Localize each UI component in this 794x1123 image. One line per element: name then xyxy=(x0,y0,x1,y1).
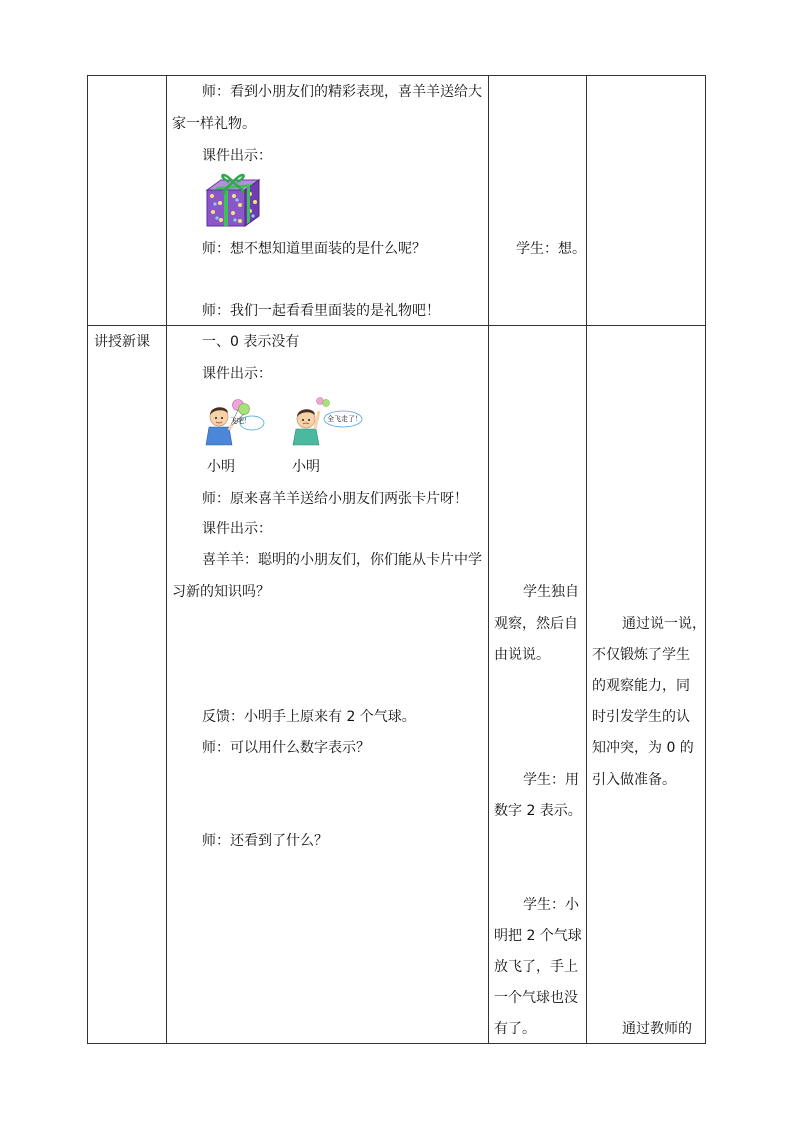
student-line: 数字 2 表示。 xyxy=(494,803,582,819)
teacher-line: 师：我们一起看看里面装的是礼物吧！ xyxy=(202,303,440,319)
teacher-line: 家一样礼物。 xyxy=(172,116,256,132)
student-line: 有了。 xyxy=(494,1021,536,1037)
card-caption: 小明 xyxy=(207,459,235,475)
student-response: 学生：想。 xyxy=(516,241,586,257)
teacher-line: 师：还看到了什么？ xyxy=(202,833,328,849)
speech-bubble-text: 全飞走了！ xyxy=(327,415,362,423)
table-border-top xyxy=(87,75,706,76)
intent-line: 通过教师的 xyxy=(622,1021,692,1037)
column-divider-2 xyxy=(488,75,489,1044)
intent-line: 时引发学生的认 xyxy=(592,709,690,725)
section-heading: 一、0 表示没有 xyxy=(202,334,300,350)
card-image-boy-waving xyxy=(291,397,363,449)
teacher-line: 课件出示： xyxy=(202,521,272,537)
lesson-table xyxy=(87,75,706,1044)
student-line: 学生：小 xyxy=(523,897,579,913)
teacher-line: 习新的知识吗？ xyxy=(172,584,270,600)
student-line: 学生：用 xyxy=(523,772,579,788)
teacher-line: 师：可以用什么数字表示？ xyxy=(202,740,370,756)
row-divider xyxy=(87,325,706,326)
student-line: 明把 2 个气球 xyxy=(494,928,582,944)
intent-line: 的观察能力，同 xyxy=(592,678,690,694)
teacher-line: 喜羊羊：聪明的小朋友们，你们能从卡片中学 xyxy=(202,552,482,568)
teacher-line: 课件出示： xyxy=(202,366,272,382)
table-border-bottom xyxy=(87,1043,706,1044)
intent-line: 通过说一说， xyxy=(622,616,706,632)
student-line: 放飞了，手上 xyxy=(494,959,578,975)
teacher-line: 课件出示： xyxy=(202,148,272,164)
student-line: 观察，然后自 xyxy=(494,616,578,632)
speech-bubble-text: 飞吧！ xyxy=(230,417,251,425)
teacher-line: 师：原来喜羊羊送给小朋友们两张卡片呀！ xyxy=(202,491,468,507)
teacher-line: 师：想不想知道里面装的是什么呢？ xyxy=(202,241,426,257)
column-divider-1 xyxy=(166,75,167,1044)
column-divider-3 xyxy=(586,75,587,1044)
student-line: 学生独自 xyxy=(523,584,579,600)
table-border-right xyxy=(705,75,706,1044)
teacher-line: 反馈：小明手上原来有 2 个气球。 xyxy=(202,709,416,725)
card-caption: 小明 xyxy=(292,459,320,475)
gift-box-image xyxy=(203,170,261,228)
intent-line: 不仅锻炼了学生 xyxy=(592,647,690,663)
table-border-left xyxy=(87,75,88,1044)
student-line: 一个气球也没 xyxy=(494,990,578,1006)
student-line: 由说说。 xyxy=(494,647,550,663)
intent-line: 引入做准备。 xyxy=(592,772,676,788)
stage-label: 讲授新课 xyxy=(94,334,150,350)
intent-line: 知冲突，为 0 的 xyxy=(592,740,694,756)
teacher-line: 师：看到小朋友们的精彩表现，喜羊羊送给大 xyxy=(202,84,482,100)
